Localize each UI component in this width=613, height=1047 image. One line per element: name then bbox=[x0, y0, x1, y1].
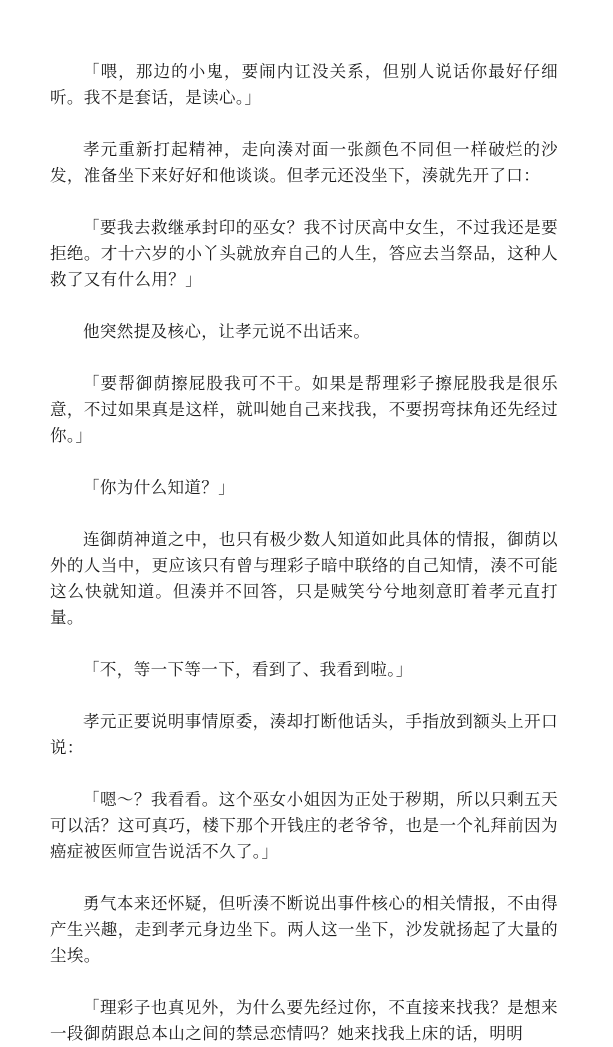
paragraph-7: 连御荫神道之中，也只有极少数人知道如此具体的情报，御荫以外的人当中，更应该只有曾与理彩子暗中联络的自己知情，湊不可能这么快就知道。但湊并不回答，只是贼笑兮兮地刻意盯着孝元直打量。 bbox=[50, 530, 558, 627]
paragraph-1: 「喂，那边的小鬼，要闹内讧没关系，但别人说话你最好仔细听。我不是套话，是读心。」 bbox=[50, 62, 558, 107]
paragraph-2: 孝元重新打起精神，走向湊对面一张颜色不同但一样破烂的沙发，准备坐下来好好和他谈谈。但孝元还没坐下，湊就先开了口： bbox=[50, 140, 558, 185]
paragraph-11: 勇气本来还怀疑，但听湊不断说出事件核心的相关情报，不由得产生兴趣，走到孝元身边坐下。两人这一坐下，沙发就扬起了大量的尘埃。 bbox=[50, 894, 558, 965]
paragraph-4: 他突然提及核心，让孝元说不出话来。 bbox=[83, 322, 371, 341]
paragraph-10: 「嗯～？我看看。这个巫女小姐因为正处于秽期，所以只剩五天可以活？这可真巧，楼下那个开钱庄的老爷爷，也是一个礼拜前因为癌症被医师宣告说活不久了。」 bbox=[50, 790, 558, 861]
paragraph-3: 「要我去救继承封印的巫女？我不讨厌高中女生，不过我还是要拒绝。才十六岁的小丫头就放弃自己的人生，答应去当祭品，这种人救了又有什么用？」 bbox=[50, 218, 558, 289]
paragraph-12: 「理彩子也真见外，为什么要先经过你，不直接来找我？是想来一段御荫跟总本山之间的禁忌恋情吗？她来找我上床的话，明明 bbox=[50, 998, 558, 1043]
paragraph-6: 「你为什么知道？」 bbox=[83, 478, 236, 497]
paragraph-9: 孝元正要说明事情原委，湊却打断他话头，手指放到额头上开口说： bbox=[50, 712, 558, 757]
paragraph-8: 「不，等一下等一下，看到了、我看到啦。」 bbox=[83, 660, 413, 679]
paragraph-5: 「要帮御荫擦屁股我可不干。如果是帮理彩子擦屁股我是很乐意，不过如果真是这样，就叫她自己来找我，不要拐弯抹角还先经过你。」 bbox=[50, 374, 558, 445]
